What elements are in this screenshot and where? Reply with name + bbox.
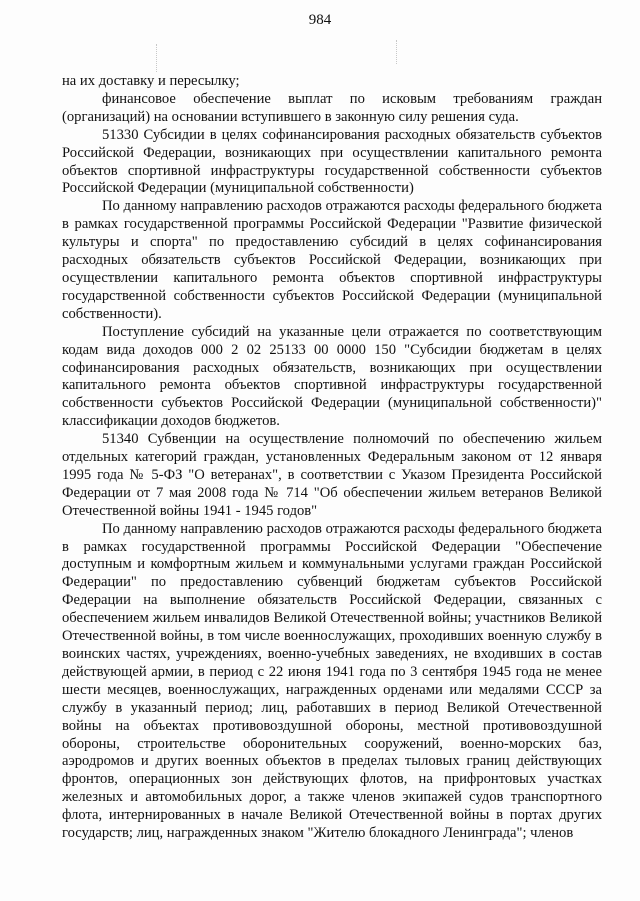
paragraph: По данному направлению расходов отражаются расходы федерального бюджета в рамках государственной программы Российской Федерации "Обеспечение доступным и комфортным жильем и коммунальными услугами граждан Российской Федерации" по предоставлению субвенций бюджетам субъектов Российской Федерации на выполнение обязательств Российской Федерации, связанных с обеспечением жильем инвалидов Великой Отечественной войны; участников Великой Отечественной войны, в том числе военнослужащих, проходивших военную службу в воинских частях, учреждениях, военно-учебных заведениях, не входивших в состав действующей армии, в период с 22 июня 1941 года по 3 сентября 1945 года не менее шести месяцев, военнослужащих, награжденных орденами или медалями СССР за службу в указанный период; лиц, работавших в период Великой Отечественной войны на объектах противовоздушной обороны, местной противовоздушной обороны, строительстве оборонительных сооружений, военно-морских баз, аэродромов и других военных объектов в пределах тыловых границ действующих фронтов, операционных зон действующих флотов, на прифронтовых участках железных и автомобильных дорог, а также членов экипажей судов транспортного флота, интернированных в начале Великой Отечественной войны в портах других государств; лиц, награжденных знаком "Жителю блокадного Ленинграда"; членов [62,520,602,842]
paragraph: финансовое обеспечение выплат по исковым требованиям граждан (организаций) на основании вступившего в законную силу решения суда. [62,90,602,125]
paragraph-continuation: на их доставку и пересылку; [62,73,240,89]
document-body [62,73,602,843]
scan-binding-mark [156,44,165,72]
paragraph: По данному направлению расходов отражаются расходы федерального бюджета в рамках государственной программы Российской Федерации "Развитие физической культуры и спорта" по предоставлению субсидий в целях софинансирования расходных обязательств субъектов Российской Федерации, возникающих при осуществлении капитального ремонта объектов спортивной инфраструктуры государственной собственности субъектов Российской Федерации (муниципальной собственности). [62,198,602,322]
section-heading-51340: 51340 Субвенции на осуществление полномочий по обеспечению жильем отдельных категорий граждан, установленных Федеральным законом от 12 января 1995 года № 5-ФЗ "О ветеранах", в соответствии с Указом Президента Российской Федерации от 7 мая 2008 года № 714 "Об обеспечении жильем ветеранов Великой Отечественной войны 1941 - 1945 годов" [62,431,602,519]
scan-binding-mark [396,40,405,64]
paragraph: Поступление субсидий на указанные цели отражается по соответствующим кодам вида доходов 000 2 02 25133 00 0000 150 "Субсидии бюджетам в целях софинансирования расходных обязательств, возникающих при осуществлении капитального ремонта объектов спортивной инфраструктуры государственной собственности субъектов Российской Федерации (муниципальной собственности)" классификации доходов бюджетов. [62,323,602,430]
page-number: 984 [308,12,332,28]
section-heading-51330: 51330 Субсидии в целях софинансирования расходных обязательств субъектов Российской Федерации, возникающих при осуществлении капитального ремонта объектов спортивной инфраструктуры государственной собственности субъектов Российской Федерации (муниципальной собственности) [62,126,602,197]
